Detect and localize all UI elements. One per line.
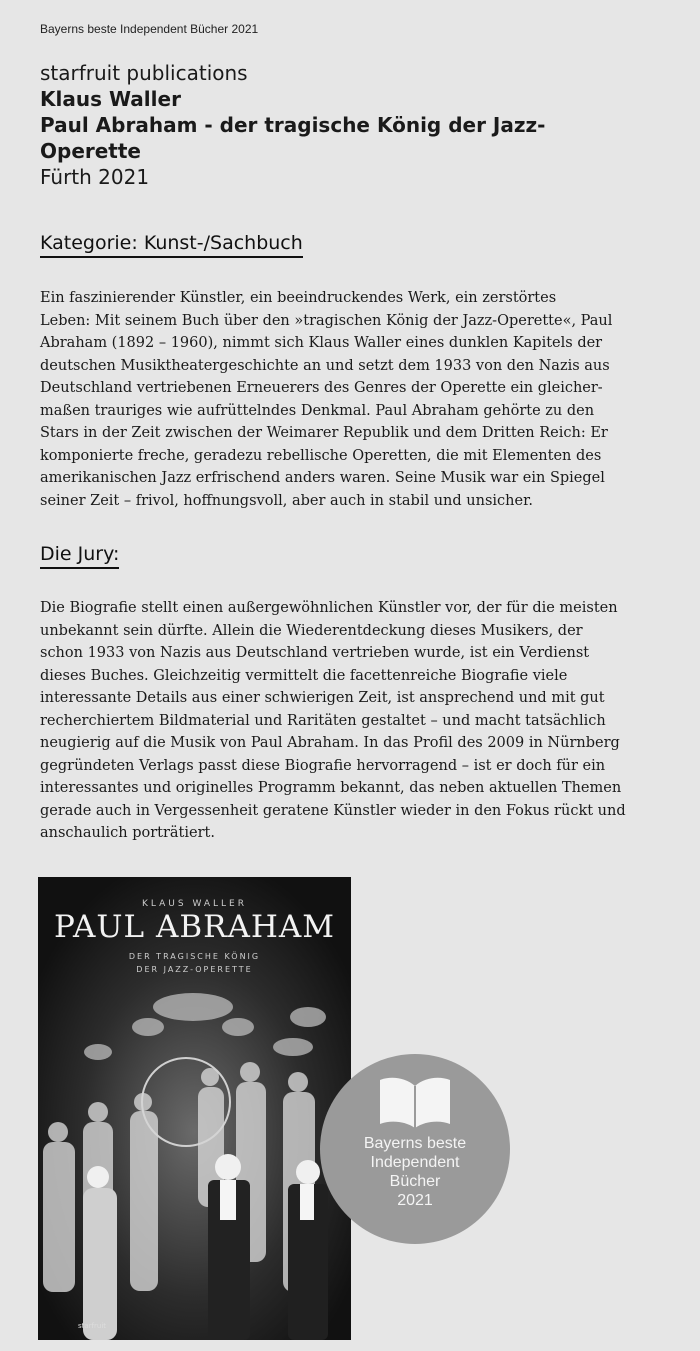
description-line: deutschen Musiktheatergeschichte an und setzt dem 1933 von den Nazis aus [40,357,610,374]
book-title-line-1: Paul Abraham - der tragische König der Jazz- [40,113,546,137]
jury-line: dieses Buches. Gleichzeitig vermittelt die facettenreiche Biografie viele [40,667,568,684]
place-year: Fürth 2021 [40,165,150,189]
description-line: Ein faszinierender Künstler, ein beeindruckendes Werk, ein zerstörtes [40,290,557,306]
cover-subtitle [38,950,351,976]
jury-line: schon 1933 von Nazis aus Deutschland vertrieben wurde, ist ein Verdienst [40,645,590,661]
jury-line: Die Biografie stellt einen außergewöhnlichen Künstler vor, der für die meisten [40,600,618,616]
author-name: Klaus Waller [40,87,181,111]
badge-line-3: Bücher [389,1173,441,1190]
description-line: seiner Zeit – frivol, hoffnungsvoll, aber auch in stabil und unsicher. [40,492,534,509]
description-line: amerikanischen Jazz erfrischend anders waren. Seine Musik war ein Spiegel [40,470,605,486]
jury-line: unbekannt sein dürfte. Allein die Wiederentdeckung dieses Musikers, der [40,622,583,639]
badge-line-1: Bayerns beste [363,1135,467,1152]
jury-statement [40,597,672,845]
cover-subtitle-line-2: DER JAZZ-OPERETTE [136,965,253,974]
jury-line: recherchiertem Bildmaterial und Raritäten gestaltet – und macht tatsächlich [40,712,606,729]
description-line: Abraham (1892 – 1960), nimmt sich Klaus Waller eines dunklen Kapitels der [40,335,603,351]
book-description [40,287,672,512]
jury-line: interessantes und originelles Programm bekannt, das neben aktuellen Themen [40,780,622,796]
award-badge [320,1054,510,1244]
description-line: maßen trauriges wie aufrüttelndes Denkmal. Paul Abraham gehörte zu den [40,402,595,419]
book-cover-image [38,877,351,1340]
badge-line-2: Independent [370,1154,460,1171]
cover-title: PAUL ABRAHAM [53,909,336,945]
publisher-name: starfruit publications [40,61,248,85]
jury-line: gegründeten Verlags passt diese Biografie hervorragend – ist er doch für ein [40,757,606,774]
cover-author: KLAUS WALLER [142,899,247,909]
jury-line: gerade auch in Vergessenheit geratene Künstler wieder in den Fokus rückt und [40,802,626,819]
book-title-line-2: Operette [40,139,141,163]
description-line: komponierte freche, geradezu rebellische Operetten, die mit Elementen des [40,447,602,464]
jury-line: neugierig auf die Musik von Paul Abraham. In das Profil des 2009 in Nürnberg [40,735,620,751]
award-line: Bayerns beste Independent Bücher 2021 [40,22,259,36]
description-line: Deutschland vertriebenen Erneuerers des Genres der Operette ein gleicher- [40,380,603,396]
badge-text [320,1134,510,1210]
badge-line-4: 2021 [397,1192,433,1209]
description-line: Stars in der Zeit zwischen der Weimarer Republik und dem Dritten Reich: Er [40,425,608,441]
category-heading: Kategorie: Kunst-/Sachbuch [40,232,303,258]
description-line: Leben: Mit seinem Buch über den »tragischen König der Jazz-Operette«, Paul [40,312,613,329]
jury-line: interessante Details aus einer schwierigen Zeit, ist ansprechend und mit gut [40,690,605,706]
cover-subtitle-line-1: DER TRAGISCHE KÖNIG [128,952,261,961]
jury-heading: Die Jury: [40,543,119,569]
cover-publisher-mark: starfruit [78,1322,107,1330]
cover-photo [38,877,351,1340]
book-header [40,60,660,190]
open-book-icon [378,1072,452,1128]
jury-line: anschaulich porträtiert. [40,825,215,841]
